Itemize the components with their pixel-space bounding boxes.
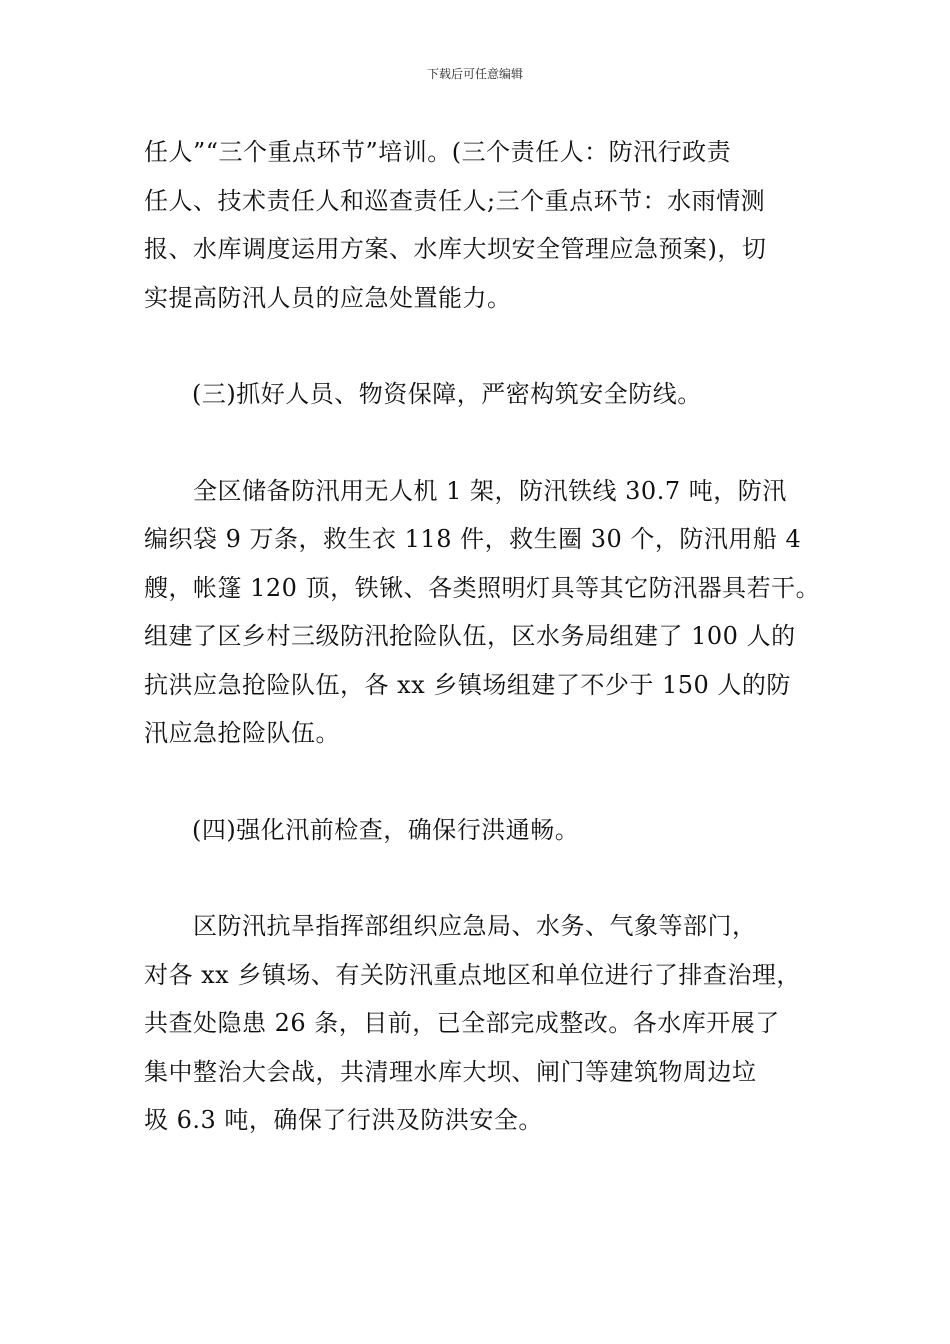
text-line: 组建了区乡村三级防汛抢险队伍，区水务局组建了 100 人的 [144, 622, 796, 650]
text-line: 艘，帐篷 120 顶，铁锹、各类照明灯具等其它防汛器具若干。 [144, 573, 821, 602]
paragraph-gap [144, 758, 814, 806]
text-line: 任人、技术责任人和巡查责任人;三个重点环节：水雨情测 [144, 186, 766, 215]
paragraph-gap [144, 419, 814, 467]
text-line: 共查处隐患 26 条，目前，已全部完成整改。各水库开展了 [144, 1009, 780, 1037]
paragraph-gap [144, 854, 814, 902]
text-line: 集中整治大会战，共清理水库大坝、闸门等建筑物周边垃 [144, 1057, 757, 1086]
page-header: 下载后可任意编辑 [426, 67, 523, 81]
text-line: 任人”“三个重点环节”培训。(三个责任人：防汛行政责 [144, 138, 732, 166]
text-line: 抗洪应急抢险队伍，各 xx 乡镇场组建了不少于 150 人的防 [144, 670, 791, 699]
text-line: 汛应急抢险队伍。 [144, 719, 340, 747]
paragraph-reserves [144, 467, 821, 758]
text-line: 全区储备防汛用无人机 1 架，防汛铁线 30.7 吨，防汛 [144, 476, 787, 505]
paragraph-gap [144, 322, 814, 370]
paragraph-training [144, 128, 814, 322]
text-line: 区防汛抗旱指挥部组织应急局、水务、气象等部门， [144, 912, 757, 940]
text-line: 圾 6.3 吨，确保了行洪及防洪安全。 [144, 1106, 543, 1134]
section-heading-3: (三)抓好人员、物资保障，严密构筑安全防线。 [192, 380, 702, 408]
text-line: 实提高防汛人员的应急处置能力。 [144, 283, 512, 312]
text-line: 报、水库调度运用方案、水库大坝安全管理应急预案)，切 [144, 235, 767, 263]
paragraph-inspection [144, 902, 814, 1145]
text-line: 编织袋 9 万条，救生衣 118 件，救生圈 30 个，防汛用船 4 [144, 525, 802, 553]
text-line: 对各 xx 乡镇场、有关防汛重点地区和单位进行了排查治理， [144, 960, 801, 989]
section-heading-4: (四)强化汛前检查，确保行洪通畅。 [192, 815, 580, 844]
document-body [144, 128, 821, 1145]
